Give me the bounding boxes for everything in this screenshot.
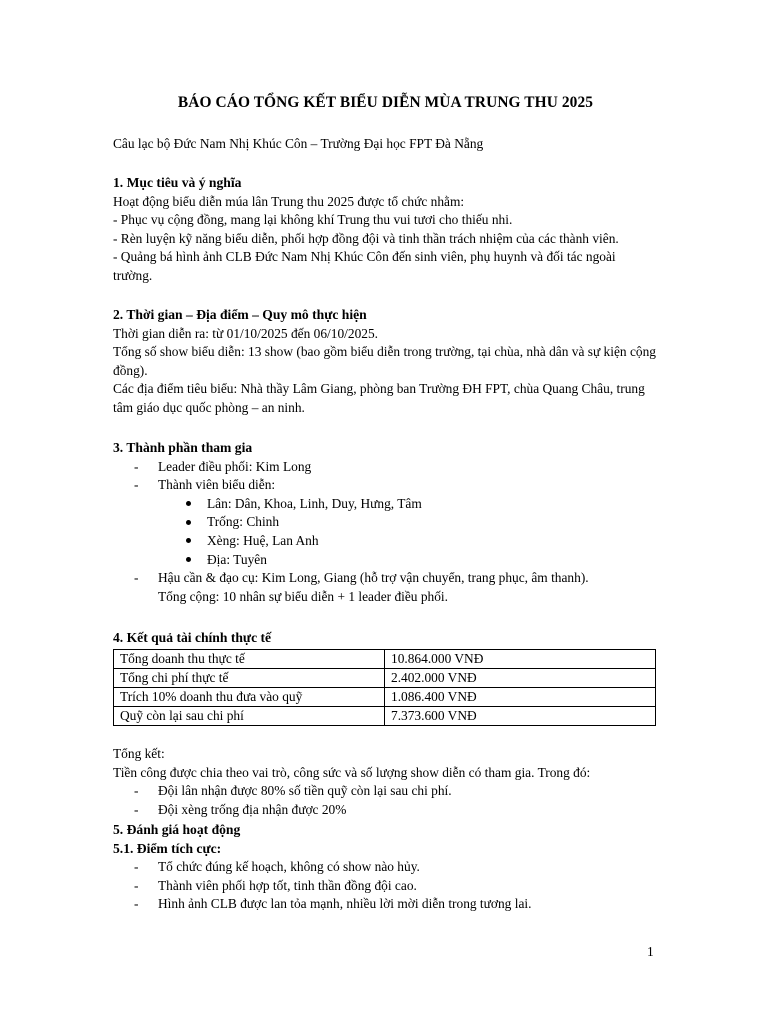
finance-label-cell: Quỹ còn lại sau chi phí [114,706,385,725]
positive-item [113,895,658,914]
split-item [113,782,658,801]
member-group-item [113,551,658,570]
positive-item [113,877,658,896]
positive-text: Thành viên phối hợp tốt, tinh thần đồng đội cao. [158,877,417,893]
finance-value-cell: 10.864.000 VNĐ [385,649,656,668]
section-2-heading: 2. Thời gian – Địa điểm – Quy mô thực hiện [113,307,367,322]
split-text: Đội xèng trống địa nhận được 20% [158,801,347,817]
bullet-icon [186,557,191,562]
section-1-line: - Rèn luyện kỹ năng biểu diễn, phối hợp đồng đội và tinh thần trách nhiệm của các thành viên. [113,230,619,246]
dash-marker: - [134,783,139,799]
section-2-places: Các địa điểm tiêu biểu: Nhà thầy Lâm Giang, phòng ban Trường ĐH FPT, chùa Quang Châu, trung tâm giáo dục quốc phòng – an ninh. [113,381,645,415]
section-4-heading: 4. Kết quả tài chính thực tế [113,630,272,645]
section-3-heading: 3. Thành phần tham gia [113,440,253,455]
member-group-item [113,532,658,551]
page-number: 1 [647,944,654,959]
positive-text: Hình ảnh CLB được lan tỏa mạnh, nhiều lời mời diễn trong tương lai. [158,896,532,912]
finance-value-cell: 7.373.600 VNĐ [385,706,656,725]
positive-text: Tổ chức đúng kế hoạch, không có show nào hủy. [158,859,420,875]
finance-label-cell: Tổng doanh thu thực tế [114,649,385,668]
leader-item [113,458,658,477]
section-5-1-heading: 5.1. Điểm tích cực: [113,840,222,856]
report-subtitle: Câu lạc bộ Đức Nam Nhị Khúc Côn – Trường Đại học FPT Đà Nẵng [113,136,484,151]
dash-marker: - [134,477,139,493]
finance-value-cell: 2.402.000 VNĐ [385,668,656,687]
finance-label-cell: Tổng chi phí thực tế [114,668,385,687]
total-staff-text: Tổng cộng: 10 nhân sự biểu diễn + 1 leader điều phối. [158,588,448,604]
members-item [113,476,658,495]
member-group-text: Xèng: Huệ, Lan Anh [207,532,319,548]
report-title: BÁO CÁO TỔNG KẾT BIỂU DIỄN MÙA TRUNG THU 2025 [177,94,594,111]
member-group-text: Địa: Tuyên [207,551,267,567]
leader-text: Leader điều phối: Kim Long [158,458,312,474]
finance-value-cell: 1.086.400 VNĐ [385,687,656,706]
dash-marker: - [134,859,139,875]
section-3 [113,439,658,606]
section-2 [113,306,658,418]
member-group-item [113,495,658,514]
table-row [114,706,656,725]
member-group-item [113,513,658,532]
section-1-line: - Phục vụ cộng đồng, mang lại không khí Trung thu vui tươi cho thiếu nhi. [113,212,513,228]
member-group-text: Trống: Chinh [207,514,280,530]
table-row [114,668,656,687]
summary-block [113,745,658,819]
table-row [114,687,656,706]
bullet-icon [186,501,191,506]
finance-label-cell: Trích 10% doanh thu đưa vào quỹ [114,687,385,706]
section-5 [113,821,658,914]
table-row [114,649,656,668]
summary-label: Tổng kết: [113,746,165,761]
dash-marker: - [134,570,139,586]
dash-marker: - [134,801,139,817]
dash-marker: - [134,458,139,474]
member-group-text: Lân: Dân, Khoa, Linh, Duy, Hưng, Tâm [207,495,422,511]
dash-marker: - [134,896,139,912]
split-item [113,801,658,820]
dash-marker: - [134,877,139,893]
section-2-shows: Tổng số show biểu diễn: 13 show (bao gồm biểu diễn trong trường, tại chùa, nhà dân và sự kiện cộng đồng). [113,344,656,378]
section-5-heading: 5. Đánh giá hoạt động [113,822,241,837]
logistics-text: Hậu cần & đạo cụ: Kim Long, Giang (hỗ trợ vận chuyển, trang phục, âm thanh). [158,570,589,586]
section-1 [113,174,658,286]
section-1-intro: Hoạt động biểu diễn múa lân Trung thu 2025 được tổ chức nhằm: [113,193,465,209]
logistics-item [113,569,658,588]
members-label: Thành viên biểu diễn: [158,477,276,493]
finance-table [113,649,656,726]
section-2-time: Thời gian diễn ra: từ 01/10/2025 đến 06/10/2025. [113,325,379,341]
bullet-icon [186,520,191,525]
bullet-icon [186,538,191,543]
summary-text: Tiền công được chia theo vai trò, công sức và số lượng show diễn có tham gia. Trong đó: [113,764,591,780]
split-text: Đội lân nhận được 80% số tiền quỹ còn lại sau chi phí. [158,783,452,799]
section-1-heading: 1. Mục tiêu và ý nghĩa [113,175,242,190]
section-4 [113,629,658,726]
section-1-line: - Quảng bá hình ảnh CLB Đức Nam Nhị Khúc Côn đến sinh viên, phụ huynh và đối tác ngoài trường. [113,249,616,283]
positive-item [113,858,658,877]
